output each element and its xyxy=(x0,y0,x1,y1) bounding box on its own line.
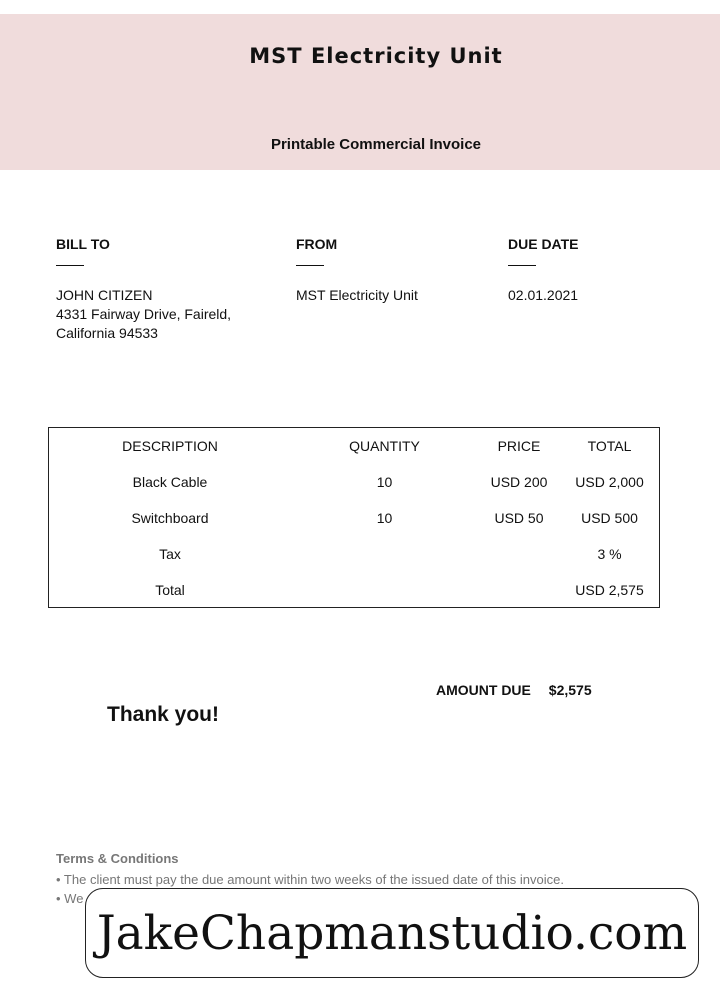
heading-divider xyxy=(296,265,324,266)
due-date-value: 02.01.2021 xyxy=(508,287,579,303)
cell-description: Switchboard xyxy=(131,510,209,526)
terms-item: • We xyxy=(56,891,84,906)
cell-total: USD 2,000 xyxy=(575,474,644,490)
cell-quantity: 10 xyxy=(376,474,393,490)
table-row xyxy=(49,536,659,572)
table-row xyxy=(49,500,659,536)
cell-quantity: 10 xyxy=(376,510,393,526)
terms-title: Terms & Conditions xyxy=(56,851,179,866)
thank-you-text: Thank you! xyxy=(107,703,220,726)
cell-description: Tax xyxy=(159,546,181,562)
amount-due-label: AMOUNT DUE xyxy=(436,682,531,698)
cell-total: USD 500 xyxy=(581,510,638,526)
cell-quantity xyxy=(291,536,478,572)
terms-item: • The client must pay the due amount within two weeks of the issued date of this invoice. xyxy=(56,872,564,887)
cell-description: Total xyxy=(155,582,185,598)
watermark-banner xyxy=(85,888,699,978)
invoice-subtitle: Printable Commercial Invoice xyxy=(270,136,482,153)
cell-price xyxy=(478,536,560,572)
cell-price: USD 200 xyxy=(490,474,548,490)
column-header-price: PRICE xyxy=(497,438,541,454)
from-section xyxy=(296,236,476,305)
column-header-quantity: QUANTITY xyxy=(349,438,420,454)
cell-quantity xyxy=(291,572,478,608)
table-row xyxy=(49,572,659,608)
cell-price xyxy=(478,572,560,608)
cell-description: Black Cable xyxy=(132,474,208,490)
bill-to-address-line: California 94533 xyxy=(56,325,158,341)
bill-to-section xyxy=(56,236,276,343)
column-header-total: TOTAL xyxy=(587,438,632,454)
items-table-box xyxy=(48,427,660,608)
bill-to-name: JOHN CITIZEN xyxy=(56,287,153,303)
items-table xyxy=(49,428,659,608)
from-name: MST Electricity Unit xyxy=(296,287,418,303)
cell-total: USD 2,575 xyxy=(575,582,644,598)
from-heading: FROM xyxy=(296,236,338,252)
heading-divider xyxy=(508,265,536,266)
amount-due-value: $2,575 xyxy=(548,682,592,698)
column-header-description: DESCRIPTION xyxy=(122,438,218,454)
watermark-text: JakeChapmanstudio.com xyxy=(96,905,688,961)
amount-due xyxy=(436,682,592,698)
due-date-heading: DUE DATE xyxy=(508,236,579,252)
cell-total: 3 % xyxy=(597,546,622,562)
heading-divider xyxy=(56,265,84,266)
table-row xyxy=(49,464,659,500)
cell-price: USD 50 xyxy=(494,510,544,526)
table-header-row xyxy=(49,428,659,464)
due-date-section xyxy=(508,236,668,305)
company-title: MST Electricity Unit xyxy=(249,44,503,68)
bill-to-address-line: 4331 Fairway Drive, Faireld, xyxy=(56,306,232,322)
bill-to-heading: BILL TO xyxy=(56,236,110,252)
